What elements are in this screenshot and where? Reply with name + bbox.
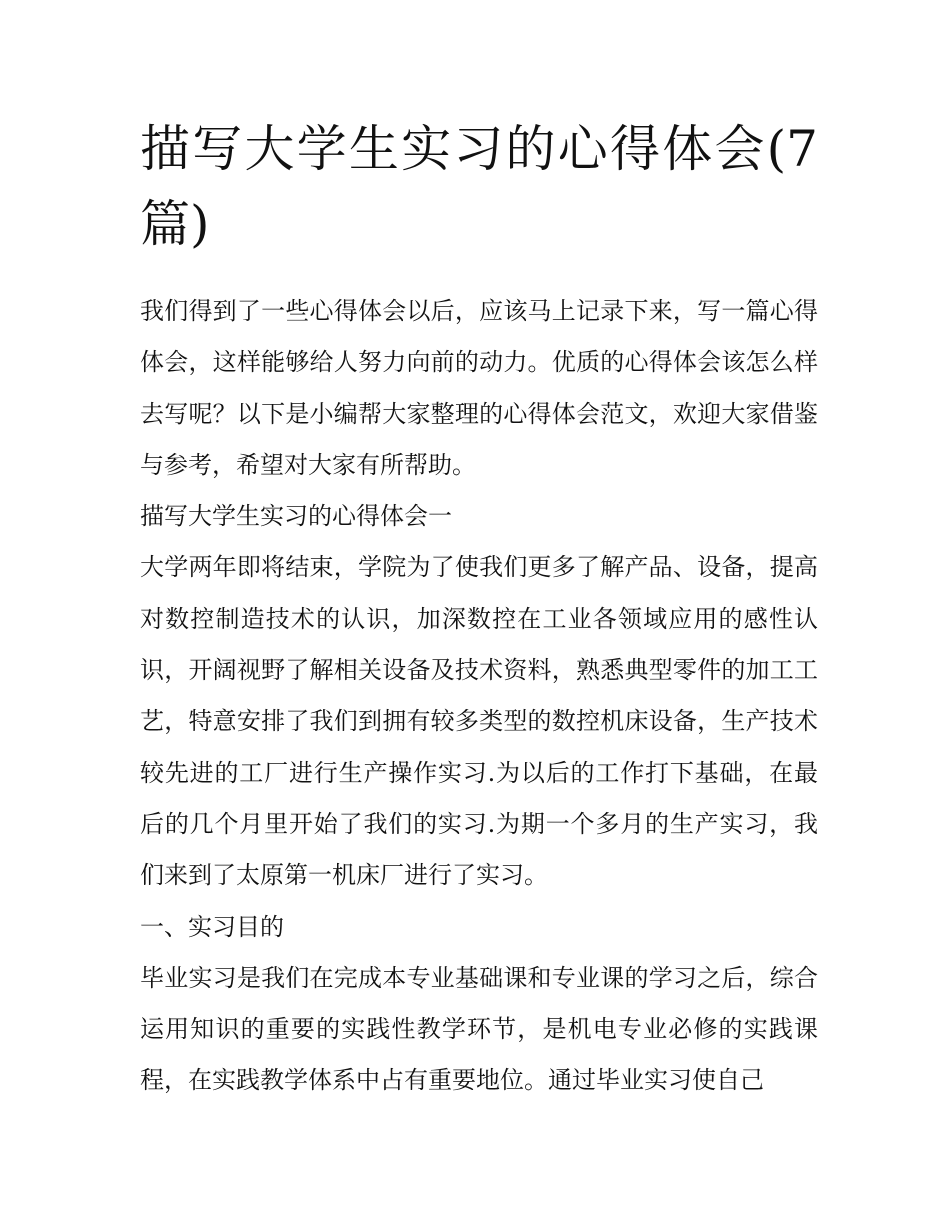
body-paragraph: 毕业实习是我们在完成本专业基础课和专业课的学习之后，综合运用知识的重要的实践性教学环节，是机电专业必修的实践课程，在实践教学体系中占有重要地位。通过毕业实习使自己: [140, 963, 818, 1095]
intro-paragraph: 我们得到了一些心得体会以后，应该马上记录下来，写一篇心得体会，这样能够给人努力向前的动力。优质的心得体会该怎么样去写呢？以下是小编帮大家整理的心得体会范文，欢迎大家借鉴与参考，希望对大家有所帮助。: [140, 297, 818, 479]
document-title: 描写大学生实习的心得体会(7篇): [140, 120, 818, 253]
body-paragraph: 大学两年即将结束，学院为了使我们更多了解产品、设备，提高对数控制造技术的认识，加深数控在工业各领域应用的感性认识，开阔视野了解相关设备及技术资料，熟悉典型零件的加工工艺，特意安排了我们到拥有较多类型的数控机床设备，生产技术较先进的工厂进行生产操作实习.为以后的工作打下基础，在最后的几个月里开始了我们的实习.为期一个多月的生产实习，我们来到了太原第一机床厂进行了实习。: [140, 553, 818, 890]
section-heading-one: 描写大学生实习的心得体会一: [140, 502, 452, 531]
section-heading-purpose: 一、实习目的: [140, 912, 284, 941]
document-body: [140, 112, 818, 1107]
